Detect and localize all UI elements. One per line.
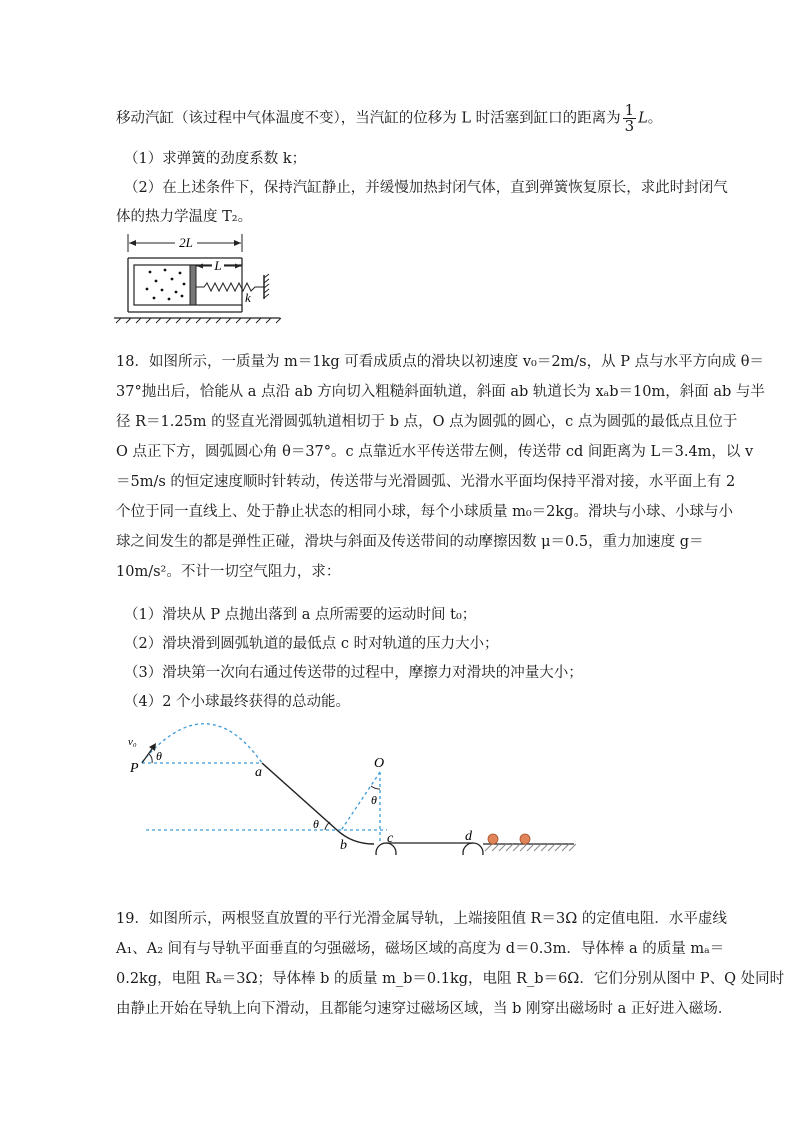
label-k: k bbox=[245, 290, 251, 305]
label-v0: v₀ bbox=[128, 736, 137, 748]
q17-line1: 移动汽缸（该过程中气体温度不变），当汽缸的位移为 L 时活塞到缸口的距离为 $\frac{1}{3}$ L。 bbox=[116, 101, 663, 135]
q18-line6: 个位于同一直线上、处于静止状态的相同小球，每个小球质量 m₀＝2kg。滑块与小球、小球与小 bbox=[116, 504, 733, 520]
q18-line3: 径 R＝1.25m 的竖直光滑圆弧轨道相切于 b 点，O 点为圆弧的圆心，c 点为圆弧的最低点且位于 bbox=[116, 414, 738, 430]
q19-line3: 0.2kg，电阻 Rₐ＝3Ω；导体棒 b 的质量 m_b＝0.1kg，电阻 R_b＝6Ω．它们分别从图中 P、Q 处同时 bbox=[116, 971, 785, 987]
q18-part3: （3）滑块第一次向右通过传送带的过程中，摩擦力对滑块的冲量大小； bbox=[124, 665, 583, 681]
label-d: d bbox=[465, 829, 472, 844]
q17-part2-line2: 体的热力学温度 T₂。 bbox=[116, 209, 253, 225]
ball-1 bbox=[488, 834, 498, 844]
q19-line2: A₁、A₂ 间有与导轨平面垂直的匀强磁场，磁场区域的高度为 d＝0.3m．导体棒 a 的质量 mₐ＝ bbox=[116, 941, 725, 957]
q17-cylinder-figure bbox=[112, 232, 284, 324]
q18-line4: O 点正下方，圆弧圆心角 θ＝37°。c 点靠近水平传送带左侧，传送带 cd 间距离为 L＝3.4m，以 v bbox=[116, 444, 754, 460]
label-L: L bbox=[214, 258, 222, 273]
q18-line8: 10m/s²。不计一切空气阻力，求： bbox=[116, 564, 341, 580]
label-a: a bbox=[255, 765, 262, 780]
label-2L: 2L bbox=[179, 235, 193, 250]
q18-line7: 球之间发生的都是弹性正碰，滑块与斜面及传送带间的动摩擦因数 μ＝0.5，重力加速度 g＝ bbox=[116, 534, 704, 550]
q18-line5: ＝5m/s 的恒定速度顺时针转动，传送带与光滑圆弧、光滑水平面均保持平滑对接，水平面上有 2 bbox=[116, 474, 736, 490]
ball-2 bbox=[520, 834, 530, 844]
q18-part2: （2）滑块滑到圆弧轨道的最低点 c 时对轨道的压力大小； bbox=[124, 636, 499, 652]
q18-line2: 37°抛出后，恰能从 a 点沿 ab 方向切入粗糙斜面轨道，斜面 ab 轨道长为 xₐb＝10m，斜面 ab 与半 bbox=[116, 384, 765, 400]
q18-track-figure bbox=[112, 720, 582, 855]
q19-line4: 由静止开始在导轨上向下滑动，且都能匀速穿过磁场区域，当 b 刚穿出磁场时 a 正好进入磁场． bbox=[116, 1001, 733, 1017]
label-P: P bbox=[130, 761, 139, 776]
q17-part2-line1: （2）在上述条件下，保持汽缸静止，并缓慢加热封闭气体，直到弹簧恢复原长，求此时封闭气 bbox=[124, 180, 728, 196]
label-theta-O: θ bbox=[371, 793, 377, 807]
q19-line1: 19．如图所示，两根竖直放置的平行光滑金属导轨，上端接阻值 R＝3Ω 的定值电阻．水平虚线 bbox=[116, 911, 727, 927]
q18-part1: （1）滑块从 P 点抛出落到 a 点所需要的运动时间 t₀； bbox=[124, 607, 477, 623]
q18-line1: 18．如图所示，一质量为 m＝1kg 可看成质点的滑块以初速度 v₀＝2m/s，从 P 点与水平方向成 θ＝ bbox=[116, 354, 764, 370]
q17-part1: （1）求弹簧的劲度系数 k； bbox=[124, 151, 307, 167]
fraction-one-third: $\frac{1}{3}$ bbox=[624, 101, 635, 135]
label-O: O bbox=[374, 756, 385, 771]
label-theta-b: θ bbox=[313, 817, 319, 831]
label-theta-P: θ bbox=[156, 749, 162, 763]
label-c: c bbox=[387, 831, 394, 846]
q18-part4: （4）2 个小球最终获得的总动能。 bbox=[124, 694, 351, 710]
label-b: b bbox=[340, 838, 347, 853]
